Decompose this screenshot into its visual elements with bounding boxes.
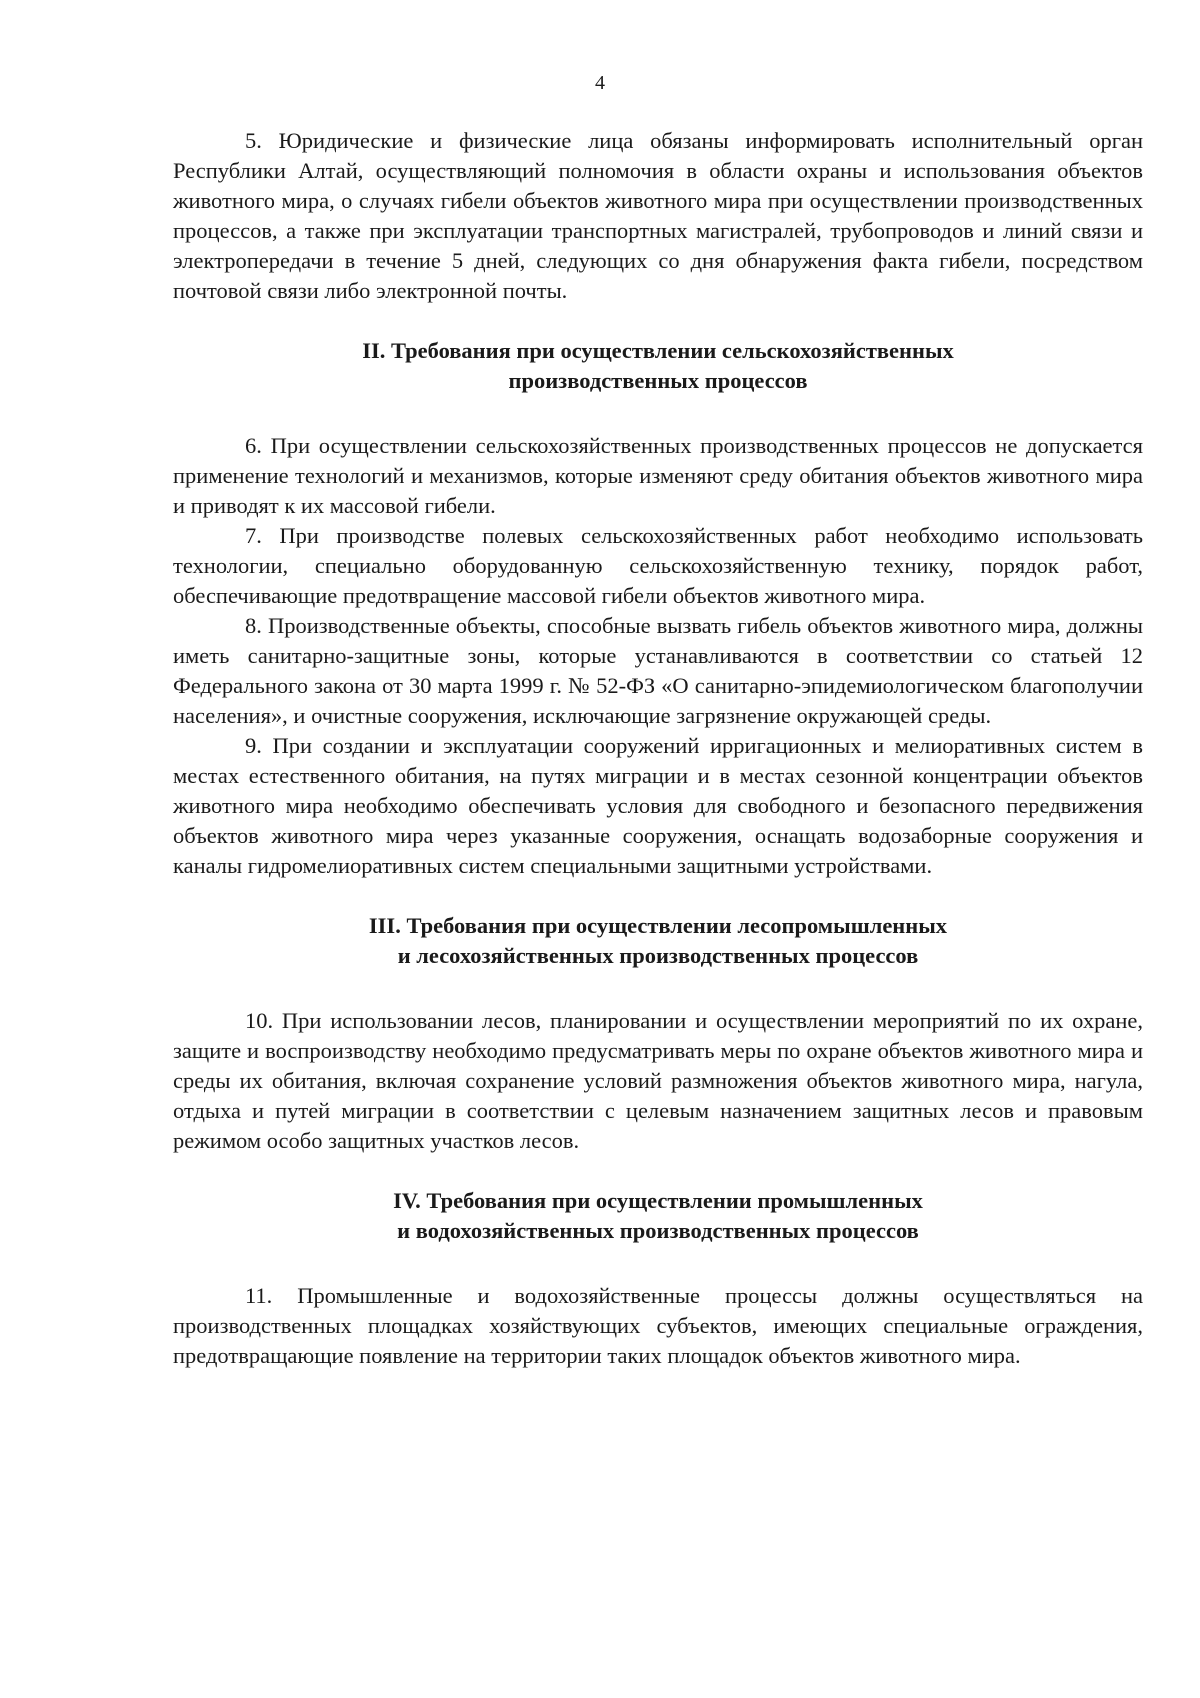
paragraph-8: 8. Производственные объекты, способные вызвать гибель объектов животного мира, должны иметь санитарно-защитные зоны, которые устанавливаются в соответствии со статьей 12 Федерального закона от 30 марта 1999 г. № 52-ФЗ «О санитарно-эпидемиологическом благополучии населения», и очистные сооружения, исключающие загрязнение окружающей среды.	[173, 613, 1143, 728]
section-heading-iv-line-1: IV. Требования при осуществлении промышленных	[393, 1188, 923, 1213]
section-heading-iii-line-1: III. Требования при осуществлении лесопромышленных	[368, 913, 948, 938]
section-heading-iii-line-2: и лесохозяйственных производственных процессов	[397, 943, 919, 968]
section-heading-iv-line-2: и водохозяйственных производственных процессов	[397, 1218, 919, 1243]
page-number: 4	[595, 72, 605, 94]
section-heading-iv	[173, 1186, 1143, 1246]
document-body	[173, 126, 1143, 1371]
section-heading-ii-line-1: II. Требования при осуществлении сельскохозяйственных	[362, 338, 954, 363]
section-heading-ii	[173, 336, 1143, 396]
paragraph-9: 9. При создании и эксплуатации сооружений ирригационных и мелиоративных систем в местах естественного обитания, на путях миграции и в местах сезонной концентрации объектов животного мира необходимо обеспечивать условия для свободного и безопасного передвижения объектов животного мира через указанные сооружения, оснащать водозаборные сооружения и каналы гидромелиоративных систем специальными защитными устройствами.	[173, 733, 1143, 878]
paragraph-6: 6. При осуществлении сельскохозяйственных производственных процессов не допускается применение технологий и механизмов, которые изменяют среду обитания объектов животного мира и приводят к их массовой гибели.	[173, 433, 1143, 518]
section-heading-ii-line-2: производственных процессов	[508, 368, 808, 393]
paragraph-10: 10. При использовании лесов, планировании и осуществлении мероприятий по их охране, защите и воспроизводству необходимо предусматривать меры по охране объектов животного мира и среды их обитания, включая сохранение условий размножения объектов животного мира, нагула, отдыха и путей миграции в соответствии с целевым назначением защитных лесов и правовым режимом особо защитных участков лесов.	[173, 1008, 1143, 1153]
paragraph-11: 11. Промышленные и водохозяйственные процессы должны осуществляться на производственных площадках хозяйствующих субъектов, имеющих специальные ограждения, предотвращающие появление на территории таких площадок объектов животного мира.	[173, 1283, 1143, 1368]
section-heading-iii	[173, 911, 1143, 971]
paragraph-7: 7. При производстве полевых сельскохозяйственных работ необходимо использовать технологии, специально оборудованную сельскохозяйственную технику, порядок работ, обеспечивающие предотвращение массовой гибели объектов животного мира.	[173, 523, 1143, 608]
paragraph-5: 5. Юридические и физические лица обязаны информировать исполнительный орган Республики Алтай, осуществляющий полномочия в области охраны и использования объектов животного мира, о случаях гибели объектов животного мира при осуществлении производственных процессов, а также при эксплуатации транспортных магистралей, трубопроводов и линий связи и электропередачи в течение 5 дней, следующих со дня обнаружения факта гибели, посредством почтовой связи либо электронной почты.	[173, 128, 1143, 303]
